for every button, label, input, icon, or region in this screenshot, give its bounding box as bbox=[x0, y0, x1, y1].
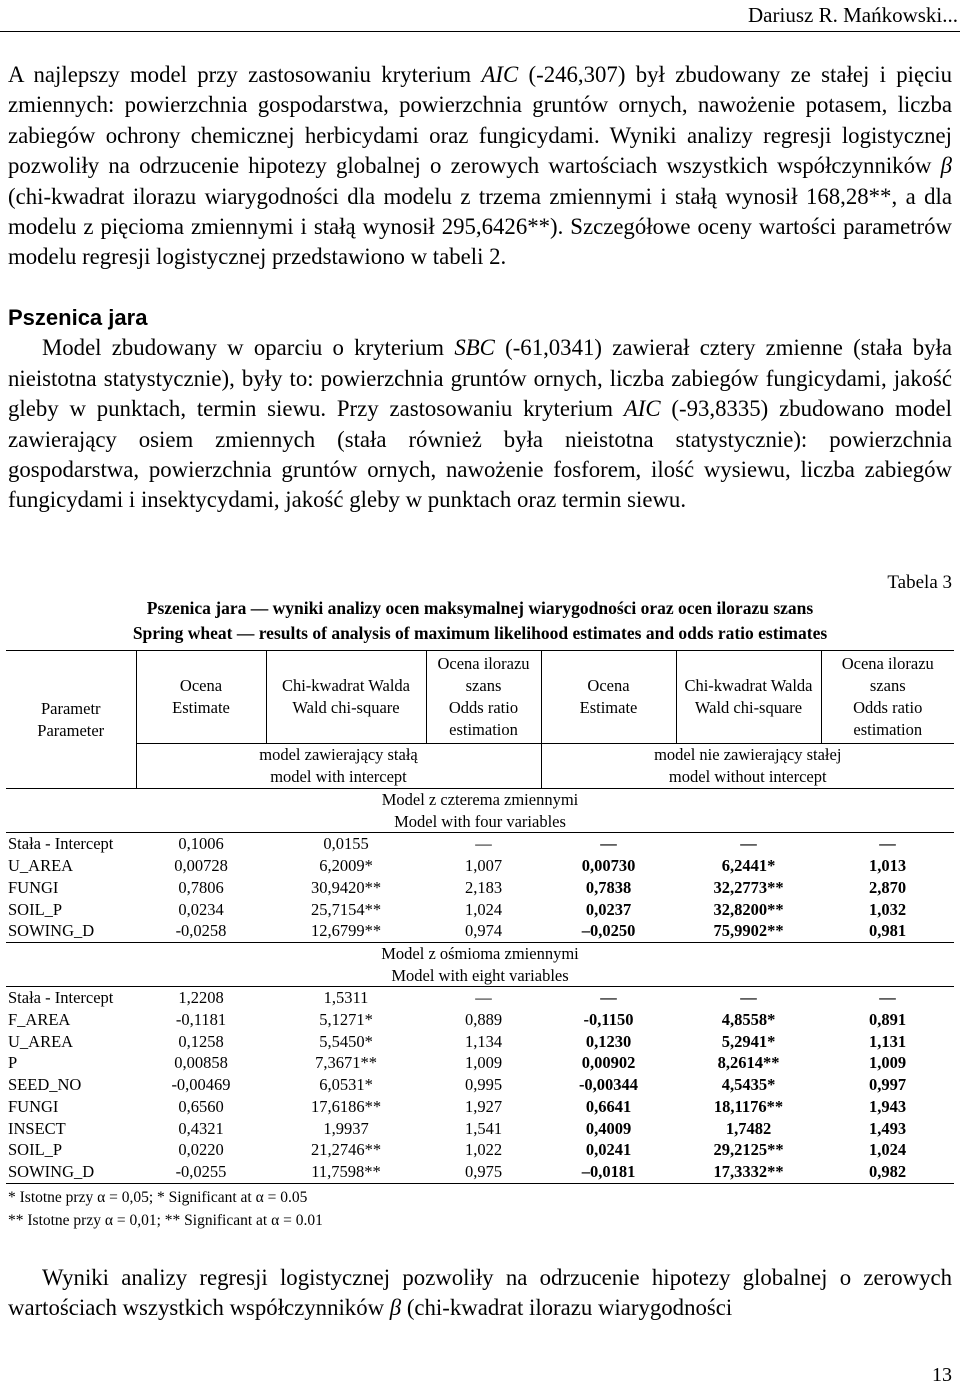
odds-header-line: Ocena ilorazu bbox=[841, 654, 934, 673]
row-parameter: SOIL_P bbox=[8, 899, 63, 919]
text-run: (-246,307) był zbudowany ze stałej i pięciu zmiennych: powierzchnia gospodarstwa, powierzchnia gruntów ornych, nawożenie potasem, liczba zabiegów ochrony chemicznej herbicydami oraz fungicydami. Wyniki analizy regresji logistycznej pozwoliły na odrzucenie hipotezy globalnej o zerowych wartościach wszystkich współczynników bbox=[8, 62, 952, 179]
row-value: 6,2009* bbox=[319, 856, 373, 876]
row-value: 5,1271* bbox=[319, 1010, 373, 1030]
row-value: 2,183 bbox=[464, 877, 503, 897]
section-subheading: Pszenica jara bbox=[8, 305, 148, 330]
page-number: 13 bbox=[932, 1364, 952, 1386]
group-without-en: model without intercept bbox=[668, 767, 827, 786]
row-value: –0,0181 bbox=[541, 1161, 676, 1183]
row-value: 0,889 bbox=[464, 1010, 503, 1030]
odds-header-line: Odds ratio bbox=[853, 698, 923, 717]
row-value: 0,4321 bbox=[178, 1118, 224, 1138]
row-value: 1,131 bbox=[868, 1031, 907, 1051]
table-caption-pl: Pszenica jara — wyniki analizy ocen maksymalnej wiarygodności oraz ocen ilorazu szans bbox=[146, 598, 814, 618]
row-parameter: SEED_NO bbox=[8, 1075, 82, 1095]
row-value: 32,8200** bbox=[713, 899, 784, 919]
row-value: 17,3332** bbox=[676, 1161, 821, 1183]
row-value: — bbox=[475, 834, 492, 854]
group-with-intercept bbox=[136, 744, 541, 789]
wald-header-2 bbox=[676, 651, 821, 744]
row-value: 75,9902** bbox=[713, 921, 784, 941]
table-row bbox=[6, 899, 954, 921]
row-value: 1,022 bbox=[464, 1140, 503, 1160]
beta-symbol: β bbox=[940, 153, 952, 179]
row-value: 21,2746** bbox=[310, 1140, 382, 1160]
row-value: 29,2125** bbox=[713, 1140, 784, 1160]
wald-header-pl: Chi-kwadrat Walda bbox=[684, 676, 813, 695]
wald-header-en: Wald chi-square bbox=[694, 698, 803, 717]
row-value: 0,1258 bbox=[178, 1031, 224, 1051]
row-value: -0,00344 bbox=[578, 1075, 639, 1095]
group-without-pl: model nie zawierający stałej bbox=[654, 745, 842, 764]
row-value: 8,2614** bbox=[717, 1053, 780, 1073]
row-value: 1,007 bbox=[464, 856, 503, 876]
row-value: 0,891 bbox=[868, 1010, 907, 1030]
row-value: 7,3671** bbox=[315, 1053, 377, 1073]
row-value: — bbox=[879, 834, 896, 854]
row-value: 0,982 bbox=[821, 1161, 954, 1183]
estimate-header-2 bbox=[541, 651, 676, 744]
row-parameter: F_AREA bbox=[8, 1010, 71, 1030]
row-value: 0,1006 bbox=[178, 834, 224, 854]
row-value: 0,4009 bbox=[585, 1118, 632, 1138]
row-value: 0,0241 bbox=[585, 1140, 632, 1160]
eight-variable-rows bbox=[6, 987, 954, 1183]
row-value: 17,6186** bbox=[310, 1096, 382, 1116]
row-value: 0,974 bbox=[464, 921, 503, 941]
row-value: –0,0250 bbox=[581, 921, 636, 941]
row-value: — bbox=[879, 988, 896, 1008]
aic-term: AIC bbox=[623, 396, 661, 422]
row-value: 6,2441* bbox=[721, 856, 776, 876]
row-value: 32,2773** bbox=[713, 877, 784, 897]
row-parameter: P bbox=[8, 1053, 18, 1073]
text-run: (-61,0341) zawierał cztery zmienne (stała była nieistotna statystycznie), były to: powierzchnia gruntów ornych, liczba zabiegów fungicydami, jakość gleby w punktach, termin siewu. Przy zastosowaniu kryterium bbox=[8, 335, 952, 422]
table-row bbox=[6, 855, 954, 877]
row-value: 5,5450* bbox=[319, 1031, 373, 1051]
table-row bbox=[6, 1096, 954, 1118]
section-eight-pl: Model z ośmioma zmiennymi bbox=[381, 943, 579, 963]
group-with-pl: model zawierający stałą bbox=[259, 745, 418, 764]
row-value: 1,7482 bbox=[725, 1118, 772, 1138]
section-four-en: Model with four variables bbox=[394, 811, 566, 831]
odds-header-line: szans bbox=[869, 676, 906, 695]
section-row bbox=[6, 942, 954, 986]
row-value: -0,1181 bbox=[175, 1010, 227, 1030]
row-parameter: Stała - Intercept bbox=[8, 988, 114, 1008]
row-value: 4,5435* bbox=[721, 1075, 776, 1095]
row-value: 0,0234 bbox=[178, 899, 224, 919]
row-value: 1,009 bbox=[868, 1053, 907, 1073]
running-title: Dariusz R. Mańkowski... bbox=[748, 3, 958, 27]
table-label: Tabela 3 bbox=[887, 572, 952, 593]
text-run: A najlepszy model przy zastosowaniu kryterium bbox=[8, 62, 482, 87]
param-header bbox=[6, 651, 136, 789]
group-with-en: model with intercept bbox=[270, 767, 407, 786]
section-four-pl: Model z czterema zmiennymi bbox=[381, 790, 579, 809]
row-value: -0,0255 bbox=[136, 1161, 266, 1183]
row-value: 18,1176** bbox=[713, 1096, 784, 1116]
paragraph-aic-model bbox=[8, 60, 952, 273]
row-parameter: SOWING_D bbox=[6, 1161, 136, 1183]
estimate-header-en: Estimate bbox=[579, 698, 638, 717]
param-header-pl: Parametr bbox=[40, 698, 101, 718]
row-parameter: SOIL_P bbox=[8, 1140, 63, 1160]
table-row bbox=[6, 1031, 954, 1053]
results-table bbox=[6, 650, 954, 1184]
row-value: — bbox=[740, 988, 757, 1008]
row-value: 1,024 bbox=[868, 1140, 907, 1160]
estimate-header-en: Estimate bbox=[172, 698, 230, 717]
row-value: 1,541 bbox=[464, 1118, 503, 1138]
row-value: 1,943 bbox=[868, 1096, 907, 1116]
group-header-row bbox=[6, 744, 954, 789]
row-value: 12,6799** bbox=[310, 921, 382, 941]
table-row bbox=[6, 1052, 954, 1074]
row-value: 0,6641 bbox=[585, 1096, 632, 1116]
odds-header-line: Odds ratio bbox=[448, 698, 519, 717]
wald-header-pl: Chi-kwadrat Walda bbox=[281, 676, 411, 695]
footnote-significance-001: ** Istotne przy α = 0,01; ** Significant at α = 0.01 bbox=[8, 1212, 323, 1229]
row-value: 2,870 bbox=[868, 877, 907, 897]
row-value: 6,0531* bbox=[319, 1075, 373, 1095]
row-value: — bbox=[600, 834, 617, 854]
text-run: (chi-kwadrat ilorazu wiarygodności dla modelu z trzema zmiennymi i stałą wynosił 168,28**, a dla modelu z pięcioma zmiennymi i stałą wynosił 295,6426**). Szczegółowe oceny wartości parametrów modelu regresji logistycznej przedstawiono w tabeli 2. bbox=[8, 183, 952, 270]
table-row bbox=[6, 877, 954, 899]
row-value: 25,7154** bbox=[310, 899, 382, 919]
text-run: Model zbudowany w oparciu o kryterium bbox=[42, 335, 455, 361]
table-row bbox=[6, 1118, 954, 1140]
row-value: 1,493 bbox=[868, 1118, 907, 1138]
row-value: 5,2941* bbox=[721, 1031, 776, 1051]
param-header-en: Parameter bbox=[37, 720, 105, 740]
text-run: (chi-kwadrat ilorazu wiarygodności bbox=[401, 1295, 733, 1321]
row-value: 1,5311 bbox=[323, 988, 369, 1008]
row-value: 1,032 bbox=[868, 899, 907, 919]
odds-header-line: Ocena ilorazu bbox=[437, 654, 530, 673]
row-value: 1,9937 bbox=[323, 1118, 369, 1138]
row-value: 0,995 bbox=[464, 1075, 503, 1095]
table-row bbox=[6, 1074, 954, 1096]
odds-header-line: estimation bbox=[449, 720, 518, 739]
table-row bbox=[6, 987, 954, 1009]
table-row bbox=[6, 1161, 954, 1183]
row-parameter: U_AREA bbox=[8, 1031, 74, 1051]
table-caption-en: Spring wheat — results of analysis of maximum likelihood estimates and odds ratio estimates bbox=[132, 623, 828, 643]
aic-term: AIC bbox=[481, 62, 519, 87]
table-row bbox=[6, 833, 954, 855]
four-variable-rows bbox=[6, 833, 954, 943]
row-parameter: FUNGI bbox=[8, 1096, 59, 1116]
table-row bbox=[6, 1009, 954, 1031]
row-value: 0,7838 bbox=[585, 877, 632, 897]
row-parameter: Stała - Intercept bbox=[8, 834, 114, 854]
estimate-header-pl: Ocena bbox=[587, 676, 630, 695]
row-value: 0,997 bbox=[868, 1075, 907, 1095]
row-value: 0,00728 bbox=[174, 856, 228, 876]
row-parameter: FUNGI bbox=[8, 877, 59, 897]
row-value: 1,013 bbox=[868, 856, 907, 876]
row-parameter: INSECT bbox=[8, 1118, 66, 1138]
row-value: 1,134 bbox=[464, 1031, 503, 1051]
section-row bbox=[6, 789, 954, 833]
row-value: 1,009 bbox=[464, 1053, 503, 1073]
row-value: 0,7806 bbox=[178, 877, 224, 897]
row-value: -0,00469 bbox=[171, 1075, 231, 1095]
row-parameter: SOWING_D bbox=[8, 921, 95, 941]
section-four-variables bbox=[6, 789, 954, 833]
paragraph-continuation bbox=[8, 1263, 952, 1324]
row-value: 0,975 bbox=[426, 1161, 541, 1183]
footnote-significance-005: * Istotne przy α = 0,05; * Significant at α = 0.05 bbox=[8, 1189, 308, 1206]
header-row bbox=[6, 651, 954, 744]
row-value: 4,8558* bbox=[721, 1010, 776, 1030]
row-value: 0,00858 bbox=[174, 1053, 228, 1073]
row-value: 11,7598** bbox=[266, 1161, 426, 1183]
row-value: -0,0258 bbox=[175, 921, 227, 941]
row-value: 1,927 bbox=[464, 1096, 503, 1116]
row-value: 0,981 bbox=[868, 921, 907, 941]
row-value: -0,1150 bbox=[583, 1010, 634, 1030]
row-value: — bbox=[600, 988, 617, 1008]
table-row bbox=[6, 1139, 954, 1161]
text-run: (-93,8335) zbudowano model zawierający osiem zmiennych (stała również była nieistotna statystycznie): powierzchnia gospodarstwa, powierzchnia gruntów ornych, nawożenie fosforem, ilość wysiewu, liczba zabiegów fungicydami i insektycydami, jakość gleby w punktach oraz termin siewu. bbox=[8, 396, 952, 513]
wald-header bbox=[266, 651, 426, 744]
estimate-header bbox=[136, 651, 266, 744]
text-run: Wyniki analizy regresji logistycznej pozwoliły na odrzucenie hipotezy globalnej o zerowych wartościach wszystkich współczynników bbox=[8, 1265, 952, 1321]
odds-header-2 bbox=[821, 651, 954, 744]
row-value: 0,0237 bbox=[585, 899, 632, 919]
paragraph-spring-wheat bbox=[8, 303, 952, 516]
row-value: 0,0220 bbox=[178, 1140, 224, 1160]
row-value: 0,00730 bbox=[581, 856, 636, 876]
odds-header-line: szans bbox=[465, 676, 502, 695]
beta-symbol: β bbox=[389, 1295, 402, 1321]
row-value: 1,2208 bbox=[178, 988, 224, 1008]
wald-header-en: Wald chi-square bbox=[292, 698, 400, 717]
section-eight-en: Model with eight variables bbox=[391, 965, 569, 985]
row-value: 0,6560 bbox=[178, 1096, 224, 1116]
odds-header bbox=[426, 651, 541, 744]
row-parameter: U_AREA bbox=[8, 856, 74, 876]
table-row bbox=[6, 920, 954, 942]
sbc-term: SBC bbox=[454, 335, 495, 361]
row-value: 0,1230 bbox=[585, 1031, 632, 1051]
odds-header-line: estimation bbox=[853, 720, 923, 739]
row-value: 30,9420** bbox=[310, 877, 382, 897]
row-value: — bbox=[475, 988, 492, 1008]
running-header bbox=[0, 2, 960, 32]
section-eight-variables bbox=[6, 942, 954, 986]
row-value: 1,024 bbox=[464, 899, 503, 919]
group-without-intercept bbox=[541, 744, 954, 789]
estimate-header-pl: Ocena bbox=[179, 676, 223, 695]
row-value: 0,0155 bbox=[323, 834, 369, 854]
row-value: 0,00902 bbox=[581, 1053, 636, 1073]
row-value: — bbox=[740, 834, 757, 854]
